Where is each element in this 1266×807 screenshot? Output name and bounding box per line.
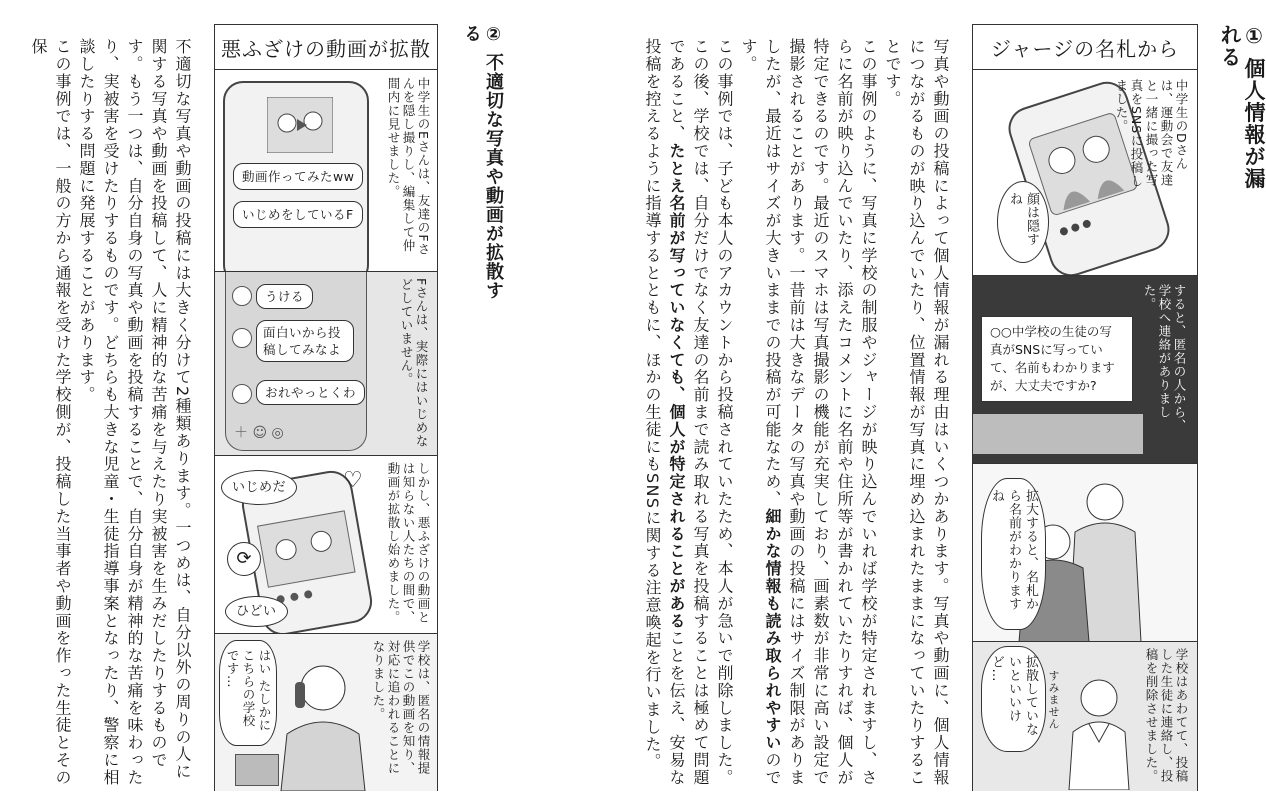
paragraph: この事例では、一般の方から通報を受けた学校側が、投稿した当事者や動画を作った生徒とその保 [29,38,72,787]
chat-message: 面白いから投稿してみなよ [256,320,354,362]
comic-panel-2 [973,275,1197,464]
comic-panel-1 [215,71,437,271]
panel-caption: しかし、悪ふざけの動画とは知らない人たちの間で、動画が拡散し始めました。 [386,462,431,624]
heart-icon: ♡ [343,468,363,493]
sound-effect: すみません [1047,670,1060,730]
chat-message: いじめをしているF [233,201,363,228]
panel-caption: 学校は、匿名の情報提供でこの動画を知り、対応に追われることになりました。 [371,640,431,775]
comic-panel-4 [973,641,1197,791]
share-icon: ⟳ [227,542,261,576]
section1-body [643,22,952,792]
chat-message: 動画作ってみたww [233,163,363,190]
comic-panel-3 [973,463,1197,642]
emphasis: 細かな情報も読み取られやすい [763,507,782,752]
panel-caption: 中学生のDさんは、運動会で友達と一緒に撮った写真をSNSに投稿しました。 [1114,79,1189,189]
desk-phone-icon [235,754,279,786]
chat-message: うける [256,284,313,309]
smartphone-icon [223,81,369,271]
smartphone-chat-screen [225,272,367,451]
comic-panel-3 [215,455,437,634]
panel-caption: Fさんは、実際にはいじめなどしていません。 [399,278,429,449]
paragraph: 写真や動画の投稿によって個人情報が漏れる理由はいくつかあります。写真や動画に、個人情報につながるものが映り込んでいたり、位置情報が写真に埋め込まれたままになっていたりすることです。 [883,38,950,787]
section2-heading: ② 不適切な写真や動画が拡散する [461,24,504,301]
panel-caption: すると、匿名の人から、学校へ連絡がありました。 [1142,284,1187,433]
section2-body [24,22,194,792]
teacher-on-phone-illustration [273,648,373,791]
paragraph: この事例のように、写真に学校の制服やジャージが映り込んでいれば学校が特定されますし、さらに名前が映り込んでいたり、添えたコメントに名前や住所等が書かれていたりすれば、個人が特定できるのです。最近のスマホは写真撮影の機能が充実しており、画素数が非常に高い設定で撮影されることがあります。一昔前は大きなデータの写真や動画の投稿にはサイズ制限がありましたが、最近はサイズが大きいままでの投稿が可能なため、細かな情報も読み取られやすいのです。 [739,38,878,787]
panel-caption: 学校はあわてて、投稿した生徒に連絡し、投稿を削除させました。 [1144,648,1189,783]
section1-heading: ① 個人情報が漏れる [1218,24,1266,190]
paragraph: この事例では、子ども本人のアカウントから投稿されていたため、本人が急いで削除しました。この後、学校では、自分だけでなく友達の名前まで読み取れる写真を投稿することは極めて問題であること、たとえ名前が写っていなくても、個人が特定されることがあることを伝え、安易な投稿を控えるように指導するとともに、ほかの生徒にもSNSに関する注意喚起を行いました。 [643,38,734,787]
speech-bubble: 拡散していないといいけど… [981,646,1046,752]
paragraph: 不適切な写真や動画の投稿には大きく分けて2種類あります。一つめは、自分以外の周りの人に関する写真や動画を投稿して、人に精神的な苦痛を与えたり実被害を生みだしたりするものです。もう一つは、自分自身の写真や動画を投稿することで、自分自身が精神的な苦痛を味わったり、実被害を受けたりするものです。どちらも大きな児童・生徒指導事案となったり、警察に相談したりする問題に発展することがあります。 [77,38,192,787]
speech-bubble: いじめだ [221,470,297,505]
chat-message: おれやっとくわ [256,380,365,405]
speech-bubble: 拡大すると、名札から名前がわかりますね [981,478,1046,630]
speech-bubble: 顔は隠すね [997,181,1049,263]
comic-panel-2 [215,271,437,456]
comic-title: 悪ふざけの動画が拡散 [215,25,437,70]
emphasis: たとえ名前が写っていなくても、個人が特定されることがある [667,142,686,630]
comic-panel-4 [215,633,437,791]
avatar [232,384,252,404]
avatar [232,286,252,306]
laptop-keyboard [973,414,1143,454]
comic-strip-prank-video [214,24,438,791]
panel-caption: 中学生のEさんは、友達のFさんを隠し撮りし、編集して仲間内に見せました。 [386,77,431,257]
comic-strip-jersey [972,24,1198,791]
speech-bubble: ひどい [225,596,288,627]
laptop-screen-message: ○○中学校の生徒の写真がSNSに写っていて、名前もわかりますが、大丈夫ですか? [981,316,1133,402]
avatar [232,328,252,348]
comic-title: ジャージの名札から [973,25,1197,70]
speech-bubble: はい たしかにこちらの学校です… [219,640,277,746]
student-girl-illustration [1063,672,1135,790]
comic-panel-1 [973,71,1197,275]
chat-toolbar-icons: ＋ ☺ ◎ [234,425,284,441]
